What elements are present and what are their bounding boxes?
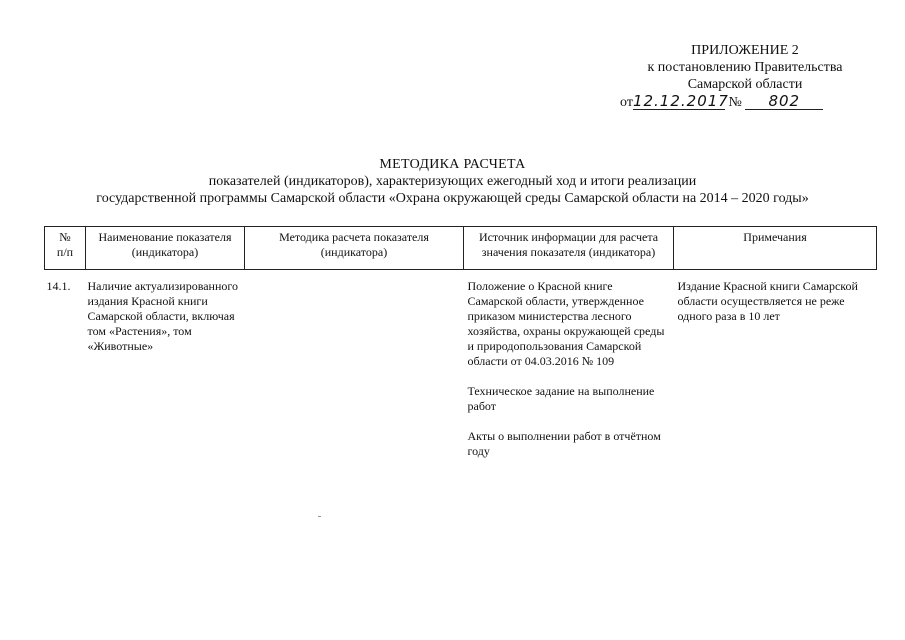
annex-block: [600, 42, 890, 111]
date-prefix: от: [620, 95, 633, 110]
methodology-table: [44, 226, 877, 459]
paragraph-gap: [468, 414, 670, 429]
table-row: [45, 270, 877, 460]
annex-line-1: к постановлению Правительства: [647, 60, 843, 75]
source-paragraph-2: Техническое задание на выполнение работ: [467, 384, 655, 413]
document-title: МЕТОДИКА РАСЧЕТА: [379, 157, 526, 172]
table-header-row: [45, 227, 877, 270]
source-paragraph-1: Положение о Красной книге Самарской области, утвержденное приказом министерства лесного хозяйства, охраны окружающей среды и природопользования Самарской области от 04.03.2016 № 109: [467, 279, 665, 368]
document-subtitle-2: государственной программы Самарской области «Охрана окружающей среды Самарской области на 2014 – 2020 годы»: [96, 191, 809, 206]
header-num-line-2: п/п: [56, 245, 74, 259]
document-subtitle-1: показателей (индикаторов), характеризующих ежегодный ход и итоги реализации: [208, 174, 697, 189]
header-num: [45, 227, 86, 270]
number-prefix: №: [728, 95, 742, 110]
cell-source: [464, 270, 674, 460]
document-heading: [30, 156, 875, 207]
header-method: Методика расчета показателя (индикатора): [245, 227, 464, 270]
header-note: Примечания: [674, 227, 877, 270]
header-source: Источник информации для расчета значения показателя (индикатора): [464, 227, 674, 270]
handwritten-date: 12.12.2017: [632, 92, 729, 110]
source-paragraph-3: Акты о выполнении работ в отчётном году: [467, 429, 661, 458]
annex-line-2: Самарской области: [687, 77, 803, 92]
cell-num: 14.1.: [46, 279, 71, 293]
cell-note: Издание Красной книги Самарской области осуществляется не реже одного раза в 10 лет: [677, 279, 858, 323]
annex-title: ПРИЛОЖЕНИЕ 2: [691, 43, 799, 58]
header-num-line-1: №: [59, 230, 71, 244]
annex-date-line: [600, 94, 890, 111]
handwritten-number: 802: [745, 94, 823, 110]
scan-artifact: [318, 516, 321, 517]
cell-name: Наличие актуализированного издания Красной книги Самарской области, включая том «Растения», том «Животные»: [87, 279, 239, 353]
header-name: Наименование показателя (индикатора): [86, 227, 245, 270]
cell-method: [245, 270, 464, 460]
paragraph-gap: [468, 369, 670, 384]
